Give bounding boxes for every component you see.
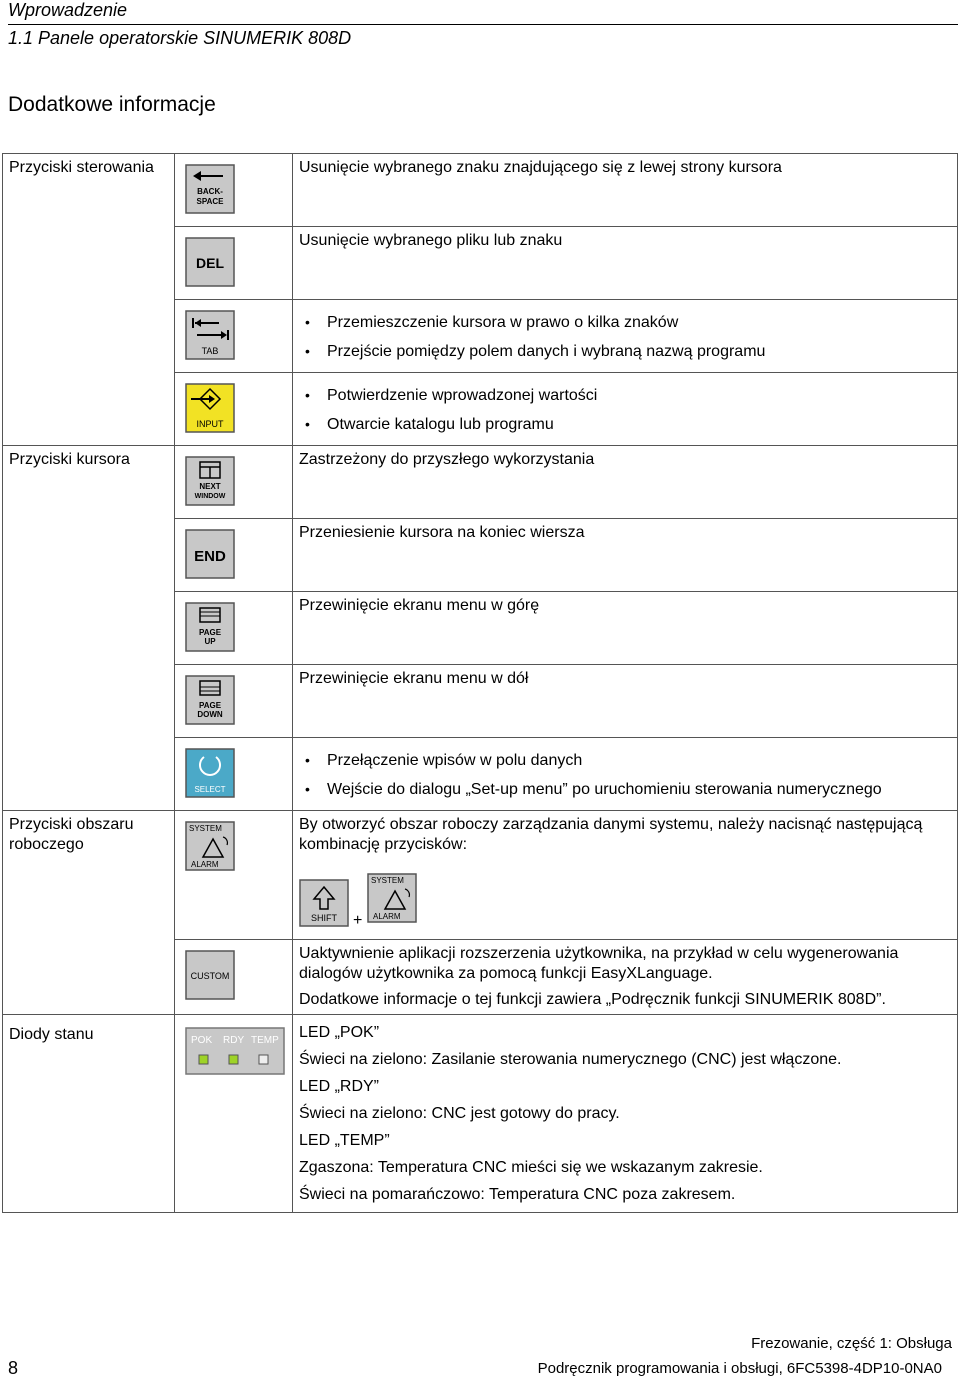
end-key-label: END (194, 548, 226, 565)
list-item: • Przejście pomiędzy polem danych i wybraną nazwą programu (327, 337, 951, 366)
svg-text:BACK-: BACK- (197, 187, 223, 196)
next-window-desc: Zastrzeżony do przyszłego wykorzystania (293, 446, 958, 519)
led-temp-desc-1: Zgaszona: Temperatura CNC mieści się we wskazanym zakresie. (299, 1159, 763, 1176)
page-up-key-icon (185, 602, 235, 652)
table-row (3, 519, 958, 592)
custom-desc-1: Uaktywnienie aplikacji rozszerzenia użytkownika, na przykład w celu wygenerowania dialogów użytkownika za pomocą funkcji EasyXLanguage. (299, 945, 899, 982)
header-section: 1.1 Panele operatorskie SINUMERIK 808D (8, 28, 352, 48)
system-key-label: SYSTEM (189, 824, 222, 833)
tab-key-label: TAB (201, 346, 219, 356)
footer-page-number: 8 (8, 1358, 19, 1378)
end-desc: Przeniesienie kursora na koniec wiersza (293, 519, 958, 592)
shift-key-icon (299, 879, 349, 927)
led-rdy-icon (229, 1055, 238, 1064)
table-row (3, 738, 958, 811)
end-key-icon (185, 529, 235, 579)
del-key-label: DEL (196, 255, 224, 271)
input-desc-list (299, 377, 951, 439)
svg-text:DOWN: DOWN (197, 710, 223, 719)
alarm-key-label: ALARM (191, 860, 219, 869)
category-status: Diody stanu (3, 1015, 175, 1213)
table-row (3, 592, 958, 665)
system-alarm-key-small-icon (367, 873, 417, 923)
section-title: Dodatkowe informacje (8, 93, 216, 116)
keys-table (2, 153, 958, 1213)
page-down-key-icon (185, 675, 235, 725)
select-key-label: SELECT (194, 785, 226, 794)
list-item: • Przemieszczenie kursora w prawo o kilka znaków (327, 308, 951, 337)
input-key-icon (185, 383, 235, 433)
custom-key-label: CUSTOM (190, 971, 230, 981)
led-pok-title: LED „POK” (299, 1024, 380, 1041)
key-combination (299, 869, 951, 933)
svg-text:SYSTEM: SYSTEM (371, 876, 404, 885)
input-key-label: INPUT (196, 419, 224, 429)
led-rdy-label: RDY (223, 1035, 245, 1046)
table-row (3, 940, 958, 1015)
system-desc: By otworzyć obszar roboczy zarządzania danymi systemu, należy nacisnąć następującą kombinację przycisków: (299, 816, 923, 853)
led-pok-label: POK (191, 1035, 213, 1046)
list-item: • Otwarcie katalogu lub programu (327, 410, 951, 439)
category-control: Przyciski sterowania (3, 154, 175, 227)
footer-document: Podręcznik programowania i obsługi, 6FC5398-4DP10-0NA0 (537, 1360, 942, 1377)
custom-key-icon (185, 950, 235, 1000)
svg-text:ALARM: ALARM (373, 912, 401, 921)
status-leds-icon (185, 1027, 285, 1075)
table-row (3, 811, 958, 940)
backspace-key-icon (185, 164, 235, 214)
del-key-icon (185, 237, 235, 287)
shift-key-label: SHIFT (311, 913, 337, 923)
table-row (3, 373, 958, 446)
led-temp-title: LED „TEMP” (299, 1132, 390, 1149)
led-pok-desc: Świeci na zielono: Zasilanie sterowania numerycznego (CNC) jest włączone. (299, 1051, 842, 1068)
page-down-desc: Przewinięcie ekranu menu w dół (293, 665, 958, 738)
next-window-key-icon (185, 456, 235, 506)
svg-text:PAGE: PAGE (198, 628, 222, 637)
svg-text:UP: UP (204, 637, 216, 646)
svg-text:SPACE: SPACE (196, 197, 224, 206)
category-cursor: Przyciski kursora (3, 446, 175, 519)
system-alarm-key-icon (185, 821, 235, 871)
page-up-desc: Przewinięcie ekranu menu w górę (293, 592, 958, 665)
led-rdy-title: LED „RDY” (299, 1078, 380, 1095)
category-workspace: Przyciski obszaru roboczego (3, 811, 175, 940)
select-desc-list (299, 742, 951, 804)
table-row (3, 154, 958, 227)
table-row (3, 665, 958, 738)
led-temp-icon (259, 1055, 268, 1064)
list-item: • Wejście do dialogu „Set-up menu” po uruchomieniu sterowania numerycznego (327, 775, 951, 804)
plus-sign: + (353, 912, 363, 929)
tab-key-icon (185, 310, 235, 360)
table-row (3, 300, 958, 373)
list-item: • Przełączenie wpisów w polu danych (327, 746, 951, 775)
svg-text:NEXT: NEXT (199, 482, 221, 491)
svg-text:WINDOW: WINDOW (194, 493, 226, 500)
svg-text:PAGE: PAGE (198, 701, 222, 710)
header-rule (8, 24, 958, 25)
footer-title: Frezowanie, część 1: Obsługa (751, 1335, 952, 1352)
table-row (3, 446, 958, 519)
header-chapter: Wprowadzenie (8, 0, 128, 20)
backspace-desc: Usunięcie wybranego znaku znajdującego się z lewej strony kursora (293, 154, 958, 227)
select-key-icon (185, 748, 235, 798)
custom-desc-2: Dodatkowe informacje o tej funkcji zawiera „Podręcznik funkcji SINUMERIK 808D”. (299, 991, 886, 1008)
table-row (3, 227, 958, 300)
del-desc: Usunięcie wybranego pliku lub znaku (293, 227, 958, 300)
table-row (3, 1015, 958, 1213)
tab-desc-list (299, 304, 951, 366)
led-pok-icon (199, 1055, 208, 1064)
led-rdy-desc: Świeci na zielono: CNC jest gotowy do pracy. (299, 1105, 620, 1122)
led-temp-desc-2: Świeci na pomarańczowo: Temperatura CNC poza zakresem. (299, 1186, 736, 1203)
list-item: • Potwierdzenie wprowadzonej wartości (327, 381, 951, 410)
led-temp-label: TEMP (251, 1035, 279, 1046)
